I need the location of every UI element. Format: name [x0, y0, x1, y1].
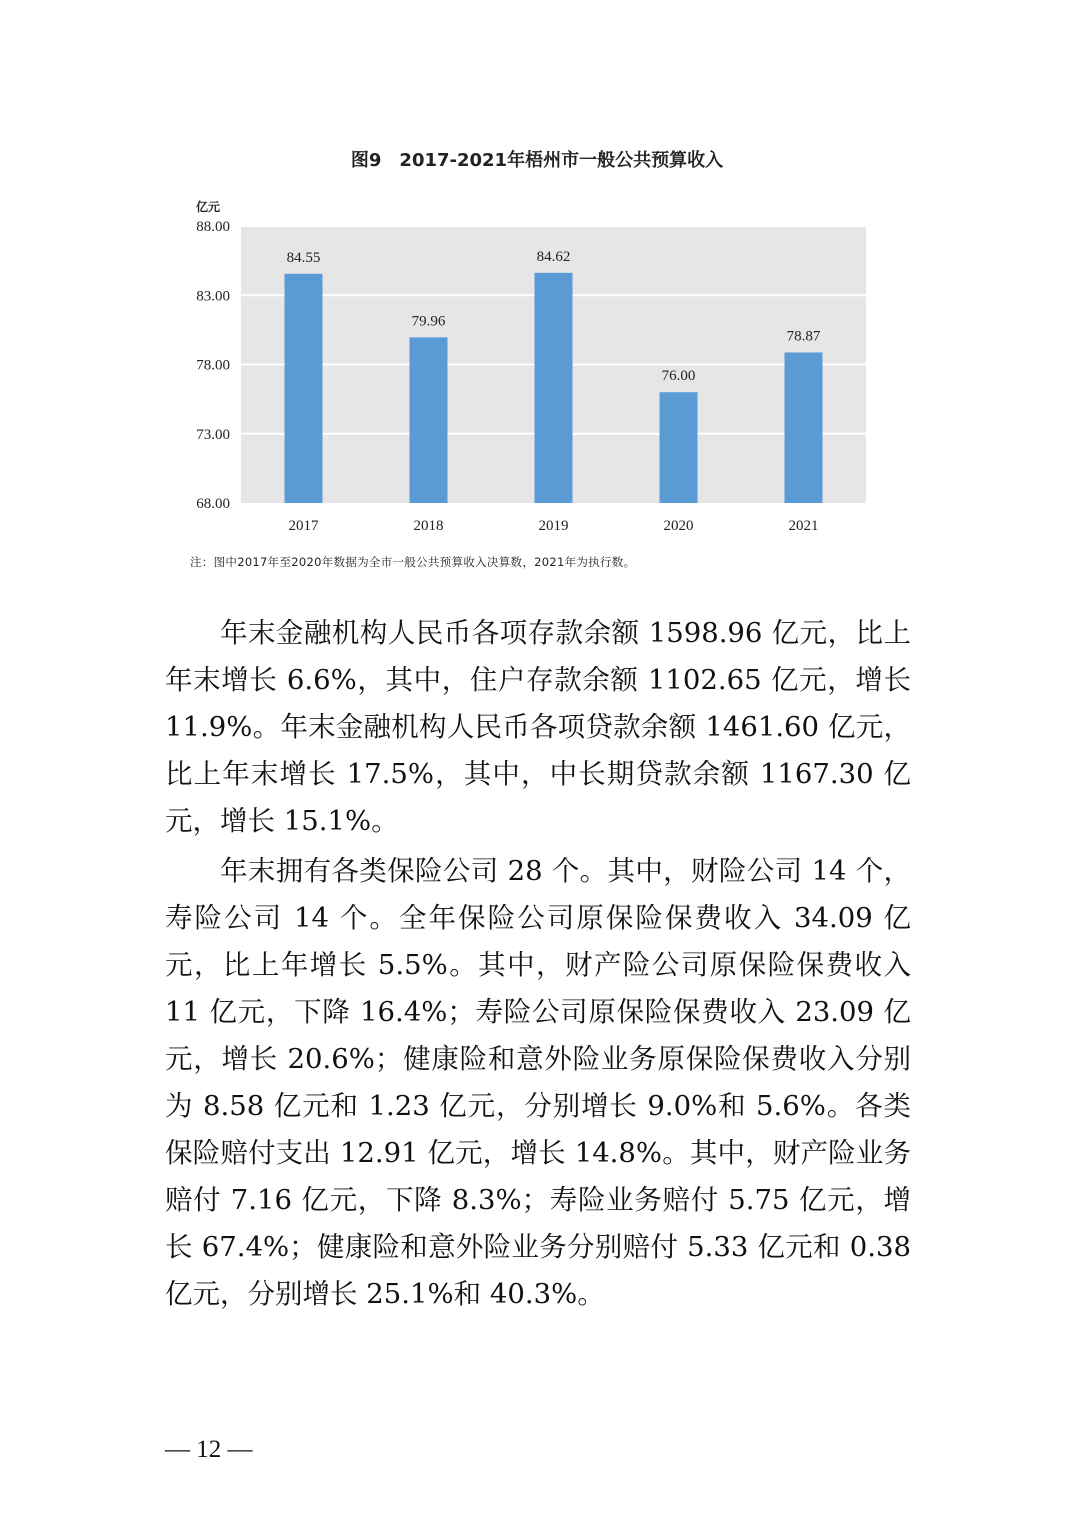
bar	[285, 274, 323, 503]
x-tick-label: 2021	[788, 518, 819, 534]
bar-value-label: 79.96	[411, 313, 446, 330]
bar	[410, 337, 448, 503]
x-tick-label: 2020	[663, 518, 694, 534]
chart-canvas	[0, 0, 1074, 545]
bar-value-label: 84.55	[286, 249, 321, 266]
y-axis-unit: 亿元	[196, 200, 221, 214]
bar	[535, 273, 573, 503]
body-text	[165, 610, 911, 1321]
paragraph-insurance: 年末拥有各类保险公司 28 个。其中，财险公司 14 个，寿险公司 14 个。全年保险公司原保险保费收入 34.09 亿元，比上年增长 5.5%。其中，财产险公司原保险保费收入 11 亿元，下降 16.4%；寿险公司原保险保费收入 23.09 亿元，增长 20.6%；健康险和意外险业务原保险保费收入分别为 8.58 亿元和 1.23 亿元，分别增长 9.0%和 5.6%。各类保险赔付支出 12.91 亿元，增长 14.8%。其中，财产险业务赔付 7.16 亿元，下降 8.3%；寿险业务赔付 5.75 亿元，增长 67.4%；健康险和意外险业务分别赔付 5.33 亿元和 0.38 亿元，分别增长 25.1%和 40.3%。	[165, 855, 911, 1310]
y-tick-label: 88.00	[196, 219, 230, 235]
y-tick-label: 68.00	[196, 496, 230, 512]
x-tick-label: 2017	[288, 518, 319, 534]
paragraph-deposits: 年末金融机构人民币各项存款余额 1598.96 亿元，比上年末增长 6.6%，其中，住户存款余额 1102.65 亿元，增长 11.9%。年末金融机构人民币各项贷款余额 1461.60 亿元，比上年末增长 17.5%，其中，中长期贷款余额 1167.30 亿元，增长 15.1%。	[165, 617, 911, 837]
page-number: — 12 —	[165, 1436, 253, 1463]
y-tick-label: 83.00	[196, 288, 230, 305]
bar	[785, 352, 823, 503]
y-tick-label: 73.00	[196, 426, 230, 443]
x-tick-label: 2018	[413, 518, 444, 534]
y-tick-label: 78.00	[196, 357, 230, 374]
x-tick-labels	[289, 518, 819, 534]
bar	[660, 392, 698, 503]
bar-value-label: 78.87	[786, 328, 821, 345]
x-tick-label: 2019	[538, 518, 569, 534]
figure-note: 注：图中2017年至2020年数据为全市一般公共预算收入决算数，2021年为执行数。	[190, 555, 636, 569]
bar-value-label: 76.00	[661, 368, 696, 385]
y-tick-labels	[196, 219, 230, 512]
bar-value-label: 84.62	[536, 248, 571, 265]
figure-title: 图9 2017-2021年梧州市一般公共预算收入	[350, 150, 724, 171]
